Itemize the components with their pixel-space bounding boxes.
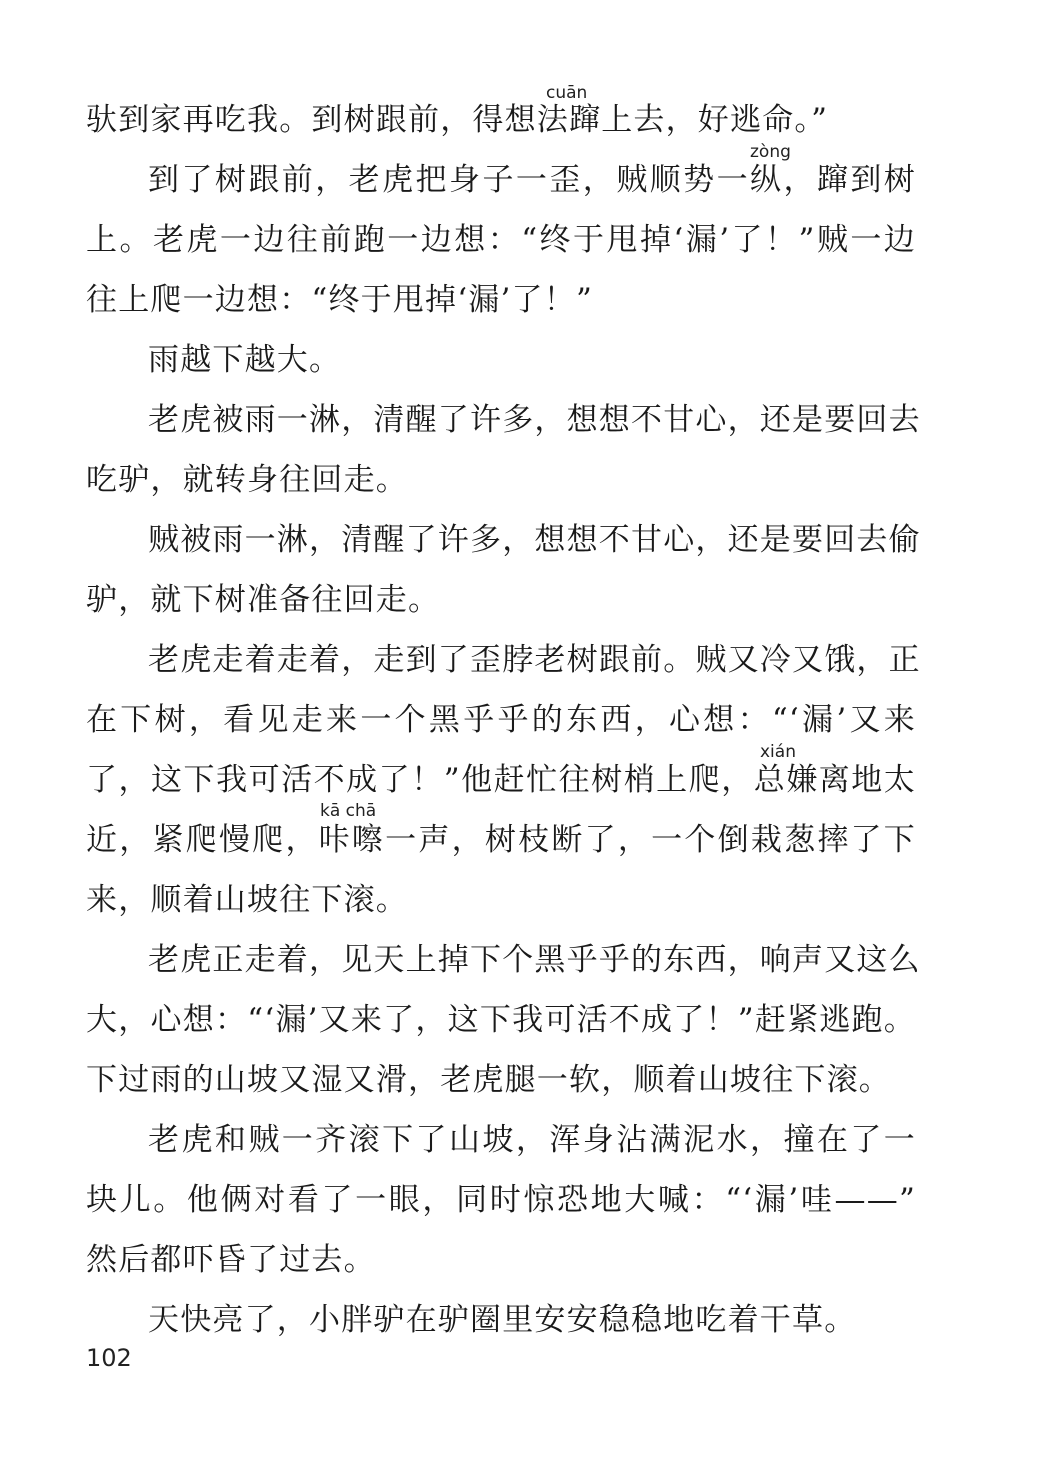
text-line-8: 贼被雨一淋，清醒了许多，想想不甘心，还是要回去偷 [148,522,921,558]
text-line-4: 往上爬一边想：“终于甩掉‘漏’了！” [86,282,594,318]
text-line-5: 雨越下越大。 [148,342,342,378]
text-line-12: 了，这下我可活不成了！”他赶忙往树梢上爬，总嫌离地太 [86,762,916,798]
text-line-2: 到了树跟前，老虎把身子一歪，贼顺势一纵，蹿到树 [148,162,916,198]
text-line-15: 老虎正走着，见天上掉下个黑乎乎的东西，响声又这么 [148,942,921,978]
pinyin-zong: zòng [750,142,791,162]
page-number: 102 [86,1344,132,1372]
pinyin-xian: xián [760,742,796,762]
text-line-17: 下过雨的山坡又湿又滑，老虎腿一软，顺着山坡往下滚。 [86,1062,891,1098]
text-line-21: 天快亮了，小胖驴在驴圈里安安稳稳地吃着干草。 [148,1302,857,1338]
text-line-18: 老虎和贼一齐滚下了山坡，浑身沾满泥水，撞在了一 [148,1122,916,1158]
text-line-1: 驮到家再吃我。到树跟前，得想法蹿上去，好逃命。” [86,102,829,138]
text-line-13: 近，紧爬慢爬，咔嚓一声，树枝断了，一个倒栽葱摔了下 [86,822,916,858]
text-line-16: 大，心想：“‘漏’又来了，这下我可活不成了！”赶紧逃跑。 [86,1002,916,1038]
text-line-19: 块儿。他俩对看了一眼，同时惊恐地大喊：“‘漏’哇——” [86,1182,916,1218]
text-line-7: 吃驴，就转身往回走。 [86,462,408,498]
text-line-3: 上。老虎一边往前跑一边想：“终于甩掉‘漏’了！”贼一边 [86,222,916,258]
text-line-6: 老虎被雨一淋，清醒了许多，想想不甘心，还是要回去 [148,402,921,438]
text-line-20: 然后都吓昏了过去。 [86,1242,376,1278]
pinyin-cuan: cuān [546,83,588,103]
text-line-14: 来，顺着山坡往下滚。 [86,882,408,918]
text-line-9: 驴，就下树准备往回走。 [86,582,441,618]
pinyin-kacha: kā chā [320,801,377,821]
text-line-10: 老虎走着走着，走到了歪脖老树跟前。贼又冷又饿，正 [148,642,921,678]
text-line-11: 在下树，看见走来一个黑乎乎的东西，心想：“‘漏’又来 [86,702,916,738]
